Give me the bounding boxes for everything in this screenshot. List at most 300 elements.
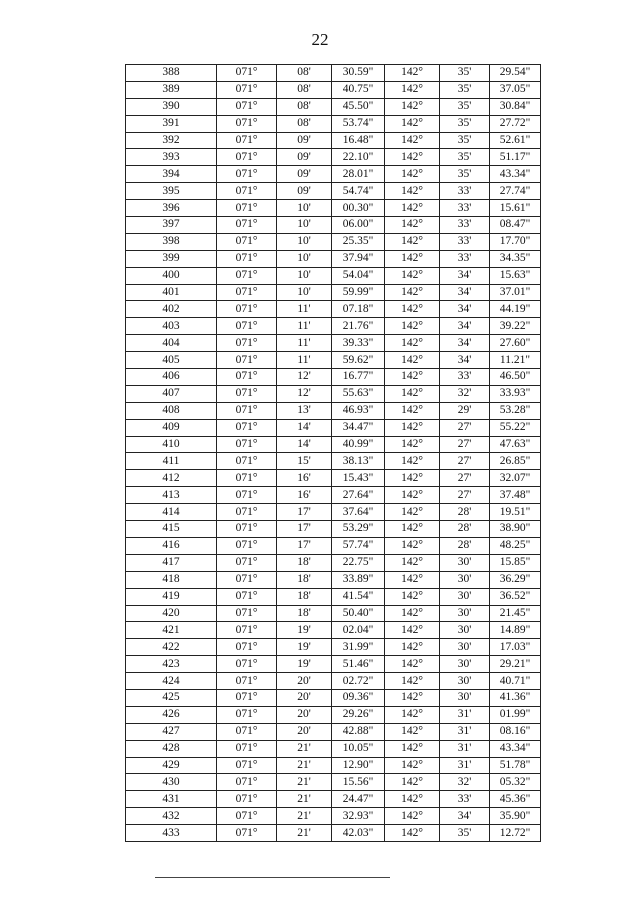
lat-minutes-cell: 20' xyxy=(277,723,332,740)
lat-seconds-cell: 46.93" xyxy=(332,402,385,419)
lat-degrees-cell: 071° xyxy=(217,723,277,740)
lat-seconds-cell: 42.88" xyxy=(332,723,385,740)
table-row xyxy=(126,217,541,234)
lat-minutes-cell: 11' xyxy=(277,318,332,335)
lat-seconds-cell: 51.46" xyxy=(332,656,385,673)
lat-minutes-cell: 10' xyxy=(277,217,332,234)
bottom-rule xyxy=(155,877,390,878)
lat-minutes-cell: 16' xyxy=(277,470,332,487)
lat-degrees-cell: 071° xyxy=(217,639,277,656)
point-number-cell: 395 xyxy=(126,183,217,200)
lon-degrees-cell: 142° xyxy=(385,605,440,622)
lat-degrees-cell: 071° xyxy=(217,487,277,504)
lat-seconds-cell: 39.33" xyxy=(332,335,385,352)
lon-minutes-cell: 30' xyxy=(440,656,490,673)
lat-minutes-cell: 09' xyxy=(277,183,332,200)
lat-minutes-cell: 17' xyxy=(277,504,332,521)
lon-minutes-cell: 28' xyxy=(440,521,490,538)
lat-degrees-cell: 071° xyxy=(217,369,277,386)
lon-seconds-cell: 29.54" xyxy=(490,65,541,82)
lon-minutes-cell: 27' xyxy=(440,470,490,487)
lat-seconds-cell: 53.74" xyxy=(332,115,385,132)
lon-seconds-cell: 12.72" xyxy=(490,825,541,842)
table-row xyxy=(126,774,541,791)
lon-seconds-cell: 51.78" xyxy=(490,757,541,774)
table-row xyxy=(126,723,541,740)
point-number-cell: 411 xyxy=(126,453,217,470)
lat-degrees-cell: 071° xyxy=(217,217,277,234)
lat-seconds-cell: 22.10" xyxy=(332,149,385,166)
lat-seconds-cell: 29.26" xyxy=(332,706,385,723)
lat-seconds-cell: 02.04" xyxy=(332,622,385,639)
lon-degrees-cell: 142° xyxy=(385,706,440,723)
point-number-cell: 396 xyxy=(126,200,217,217)
point-number-cell: 399 xyxy=(126,250,217,267)
lat-degrees-cell: 071° xyxy=(217,470,277,487)
point-number-cell: 397 xyxy=(126,217,217,234)
point-number-cell: 418 xyxy=(126,571,217,588)
lon-seconds-cell: 11.21" xyxy=(490,352,541,369)
lon-minutes-cell: 35' xyxy=(440,81,490,98)
lon-degrees-cell: 142° xyxy=(385,267,440,284)
lat-minutes-cell: 20' xyxy=(277,706,332,723)
lat-degrees-cell: 071° xyxy=(217,791,277,808)
point-number-cell: 416 xyxy=(126,537,217,554)
point-number-cell: 415 xyxy=(126,521,217,538)
point-number-cell: 430 xyxy=(126,774,217,791)
lon-minutes-cell: 34' xyxy=(440,301,490,318)
lon-seconds-cell: 27.72" xyxy=(490,115,541,132)
lat-seconds-cell: 10.05" xyxy=(332,740,385,757)
lon-seconds-cell: 40.71" xyxy=(490,673,541,690)
lat-seconds-cell: 16.77" xyxy=(332,369,385,386)
lon-degrees-cell: 142° xyxy=(385,369,440,386)
point-number-cell: 413 xyxy=(126,487,217,504)
lon-degrees-cell: 142° xyxy=(385,98,440,115)
lon-seconds-cell: 05.32" xyxy=(490,774,541,791)
lon-minutes-cell: 33' xyxy=(440,791,490,808)
lon-degrees-cell: 142° xyxy=(385,656,440,673)
lon-minutes-cell: 28' xyxy=(440,504,490,521)
lon-minutes-cell: 34' xyxy=(440,284,490,301)
table-row xyxy=(126,369,541,386)
lat-seconds-cell: 24.47" xyxy=(332,791,385,808)
lon-seconds-cell: 26.85" xyxy=(490,453,541,470)
lat-minutes-cell: 10' xyxy=(277,267,332,284)
point-number-cell: 392 xyxy=(126,132,217,149)
table-row xyxy=(126,487,541,504)
lon-minutes-cell: 33' xyxy=(440,233,490,250)
lat-minutes-cell: 10' xyxy=(277,200,332,217)
lon-seconds-cell: 15.85" xyxy=(490,554,541,571)
lat-seconds-cell: 25.35" xyxy=(332,233,385,250)
table-row xyxy=(126,639,541,656)
lat-minutes-cell: 21' xyxy=(277,740,332,757)
lat-degrees-cell: 071° xyxy=(217,504,277,521)
lon-seconds-cell: 08.16" xyxy=(490,723,541,740)
lon-degrees-cell: 142° xyxy=(385,537,440,554)
lat-minutes-cell: 09' xyxy=(277,166,332,183)
lon-seconds-cell: 14.89" xyxy=(490,622,541,639)
point-number-cell: 423 xyxy=(126,656,217,673)
lon-degrees-cell: 142° xyxy=(385,419,440,436)
table-row xyxy=(126,706,541,723)
point-number-cell: 393 xyxy=(126,149,217,166)
lat-seconds-cell: 37.94" xyxy=(332,250,385,267)
lat-degrees-cell: 071° xyxy=(217,656,277,673)
point-number-cell: 402 xyxy=(126,301,217,318)
lat-minutes-cell: 17' xyxy=(277,521,332,538)
lon-degrees-cell: 142° xyxy=(385,774,440,791)
lon-seconds-cell: 44.19" xyxy=(490,301,541,318)
lat-minutes-cell: 08' xyxy=(277,65,332,82)
lat-minutes-cell: 10' xyxy=(277,284,332,301)
point-number-cell: 404 xyxy=(126,335,217,352)
point-number-cell: 407 xyxy=(126,385,217,402)
lon-degrees-cell: 142° xyxy=(385,487,440,504)
table-row xyxy=(126,521,541,538)
lon-degrees-cell: 142° xyxy=(385,470,440,487)
lat-degrees-cell: 071° xyxy=(217,537,277,554)
lon-minutes-cell: 27' xyxy=(440,436,490,453)
lat-seconds-cell: 16.48" xyxy=(332,132,385,149)
lon-minutes-cell: 30' xyxy=(440,554,490,571)
lon-minutes-cell: 31' xyxy=(440,757,490,774)
lat-degrees-cell: 071° xyxy=(217,571,277,588)
lat-minutes-cell: 11' xyxy=(277,335,332,352)
table-row xyxy=(126,622,541,639)
lat-minutes-cell: 12' xyxy=(277,385,332,402)
table-row xyxy=(126,537,541,554)
lon-minutes-cell: 30' xyxy=(440,673,490,690)
lon-minutes-cell: 35' xyxy=(440,98,490,115)
lat-minutes-cell: 21' xyxy=(277,808,332,825)
lon-minutes-cell: 31' xyxy=(440,740,490,757)
lat-degrees-cell: 071° xyxy=(217,81,277,98)
point-number-cell: 406 xyxy=(126,369,217,386)
point-number-cell: 417 xyxy=(126,554,217,571)
lat-minutes-cell: 18' xyxy=(277,588,332,605)
lat-seconds-cell: 02.72" xyxy=(332,673,385,690)
lon-minutes-cell: 35' xyxy=(440,132,490,149)
lat-degrees-cell: 071° xyxy=(217,233,277,250)
lat-degrees-cell: 071° xyxy=(217,200,277,217)
lon-degrees-cell: 142° xyxy=(385,825,440,842)
lon-degrees-cell: 142° xyxy=(385,65,440,82)
table-row xyxy=(126,200,541,217)
point-number-cell: 414 xyxy=(126,504,217,521)
lon-minutes-cell: 27' xyxy=(440,453,490,470)
table-row xyxy=(126,436,541,453)
point-number-cell: 431 xyxy=(126,791,217,808)
lat-degrees-cell: 071° xyxy=(217,98,277,115)
lon-minutes-cell: 30' xyxy=(440,622,490,639)
lat-degrees-cell: 071° xyxy=(217,284,277,301)
table-row xyxy=(126,335,541,352)
point-number-cell: 409 xyxy=(126,419,217,436)
lon-minutes-cell: 30' xyxy=(440,605,490,622)
lon-minutes-cell: 30' xyxy=(440,571,490,588)
lat-seconds-cell: 54.74" xyxy=(332,183,385,200)
lat-seconds-cell: 38.13" xyxy=(332,453,385,470)
lat-seconds-cell: 22.75" xyxy=(332,554,385,571)
lat-degrees-cell: 071° xyxy=(217,689,277,706)
lat-degrees-cell: 071° xyxy=(217,808,277,825)
lat-seconds-cell: 59.99" xyxy=(332,284,385,301)
lon-seconds-cell: 53.28" xyxy=(490,402,541,419)
point-number-cell: 419 xyxy=(126,588,217,605)
lat-seconds-cell: 32.93" xyxy=(332,808,385,825)
lon-seconds-cell: 35.90" xyxy=(490,808,541,825)
lat-seconds-cell: 50.40" xyxy=(332,605,385,622)
lon-degrees-cell: 142° xyxy=(385,740,440,757)
lon-minutes-cell: 30' xyxy=(440,639,490,656)
table-row xyxy=(126,689,541,706)
lon-minutes-cell: 35' xyxy=(440,825,490,842)
lon-seconds-cell: 37.01" xyxy=(490,284,541,301)
table-row xyxy=(126,301,541,318)
lon-minutes-cell: 34' xyxy=(440,352,490,369)
lon-degrees-cell: 142° xyxy=(385,183,440,200)
lon-degrees-cell: 142° xyxy=(385,352,440,369)
lon-seconds-cell: 33.93" xyxy=(490,385,541,402)
lat-degrees-cell: 071° xyxy=(217,132,277,149)
lon-minutes-cell: 33' xyxy=(440,217,490,234)
lon-seconds-cell: 46.50" xyxy=(490,369,541,386)
lat-minutes-cell: 09' xyxy=(277,132,332,149)
lat-seconds-cell: 00.30" xyxy=(332,200,385,217)
point-number-cell: 400 xyxy=(126,267,217,284)
lon-degrees-cell: 142° xyxy=(385,250,440,267)
lat-minutes-cell: 20' xyxy=(277,689,332,706)
lon-degrees-cell: 142° xyxy=(385,723,440,740)
lon-seconds-cell: 41.36" xyxy=(490,689,541,706)
table-row xyxy=(126,740,541,757)
lon-seconds-cell: 34.35" xyxy=(490,250,541,267)
lon-degrees-cell: 142° xyxy=(385,81,440,98)
lat-degrees-cell: 071° xyxy=(217,706,277,723)
table-row xyxy=(126,757,541,774)
lat-minutes-cell: 21' xyxy=(277,757,332,774)
lat-degrees-cell: 071° xyxy=(217,183,277,200)
lon-seconds-cell: 48.25" xyxy=(490,537,541,554)
lat-minutes-cell: 18' xyxy=(277,571,332,588)
point-number-cell: 403 xyxy=(126,318,217,335)
lon-minutes-cell: 27' xyxy=(440,487,490,504)
lon-degrees-cell: 142° xyxy=(385,689,440,706)
lon-seconds-cell: 36.29" xyxy=(490,571,541,588)
lat-degrees-cell: 071° xyxy=(217,166,277,183)
point-number-cell: 425 xyxy=(126,689,217,706)
lon-minutes-cell: 35' xyxy=(440,65,490,82)
lon-degrees-cell: 142° xyxy=(385,284,440,301)
point-number-cell: 391 xyxy=(126,115,217,132)
lon-degrees-cell: 142° xyxy=(385,318,440,335)
table-row xyxy=(126,808,541,825)
point-number-cell: 398 xyxy=(126,233,217,250)
lat-seconds-cell: 54.04" xyxy=(332,267,385,284)
lat-minutes-cell: 10' xyxy=(277,233,332,250)
lon-degrees-cell: 142° xyxy=(385,385,440,402)
lat-minutes-cell: 20' xyxy=(277,673,332,690)
lat-minutes-cell: 21' xyxy=(277,791,332,808)
lon-degrees-cell: 142° xyxy=(385,791,440,808)
lon-minutes-cell: 33' xyxy=(440,369,490,386)
lon-minutes-cell: 33' xyxy=(440,250,490,267)
table-row xyxy=(126,318,541,335)
page-number: 22 xyxy=(311,30,329,49)
table-row xyxy=(126,183,541,200)
point-number-cell: 424 xyxy=(126,673,217,690)
lon-minutes-cell: 34' xyxy=(440,808,490,825)
point-number-cell: 420 xyxy=(126,605,217,622)
table-row xyxy=(126,149,541,166)
lat-seconds-cell: 42.03" xyxy=(332,825,385,842)
lat-degrees-cell: 071° xyxy=(217,318,277,335)
point-number-cell: 389 xyxy=(126,81,217,98)
lat-seconds-cell: 41.54" xyxy=(332,588,385,605)
lat-seconds-cell: 12.90" xyxy=(332,757,385,774)
lon-seconds-cell: 38.90" xyxy=(490,521,541,538)
lat-seconds-cell: 57.74" xyxy=(332,537,385,554)
lat-seconds-cell: 53.29" xyxy=(332,521,385,538)
lon-degrees-cell: 142° xyxy=(385,554,440,571)
lat-minutes-cell: 18' xyxy=(277,605,332,622)
lon-minutes-cell: 27' xyxy=(440,419,490,436)
lon-seconds-cell: 17.70" xyxy=(490,233,541,250)
table-row xyxy=(126,132,541,149)
table-row xyxy=(126,571,541,588)
lon-degrees-cell: 142° xyxy=(385,301,440,318)
table-row xyxy=(126,284,541,301)
lon-seconds-cell: 21.45" xyxy=(490,605,541,622)
table-row xyxy=(126,98,541,115)
lat-degrees-cell: 071° xyxy=(217,149,277,166)
lon-seconds-cell: 36.52" xyxy=(490,588,541,605)
lat-degrees-cell: 071° xyxy=(217,419,277,436)
lat-minutes-cell: 13' xyxy=(277,402,332,419)
lat-seconds-cell: 59.62" xyxy=(332,352,385,369)
lat-seconds-cell: 06.00" xyxy=(332,217,385,234)
lat-minutes-cell: 08' xyxy=(277,115,332,132)
lon-degrees-cell: 142° xyxy=(385,335,440,352)
table-row xyxy=(126,402,541,419)
table-row xyxy=(126,791,541,808)
lon-seconds-cell: 37.05" xyxy=(490,81,541,98)
lat-degrees-cell: 071° xyxy=(217,436,277,453)
lon-degrees-cell: 142° xyxy=(385,200,440,217)
lat-minutes-cell: 21' xyxy=(277,774,332,791)
lon-minutes-cell: 34' xyxy=(440,267,490,284)
lat-minutes-cell: 21' xyxy=(277,825,332,842)
lon-degrees-cell: 142° xyxy=(385,673,440,690)
table-row xyxy=(126,554,541,571)
lon-seconds-cell: 27.74" xyxy=(490,183,541,200)
point-number-cell: 405 xyxy=(126,352,217,369)
lat-minutes-cell: 09' xyxy=(277,149,332,166)
table-row xyxy=(126,81,541,98)
table-row xyxy=(126,605,541,622)
lon-degrees-cell: 142° xyxy=(385,808,440,825)
point-number-cell: 412 xyxy=(126,470,217,487)
lon-seconds-cell: 08.47" xyxy=(490,217,541,234)
point-number-cell: 421 xyxy=(126,622,217,639)
lat-seconds-cell: 37.64" xyxy=(332,504,385,521)
lat-degrees-cell: 071° xyxy=(217,267,277,284)
lon-seconds-cell: 55.22" xyxy=(490,419,541,436)
lat-seconds-cell: 28.01" xyxy=(332,166,385,183)
lat-minutes-cell: 08' xyxy=(277,98,332,115)
lon-seconds-cell: 01.99" xyxy=(490,706,541,723)
lon-degrees-cell: 142° xyxy=(385,639,440,656)
lat-seconds-cell: 34.47" xyxy=(332,419,385,436)
table-row xyxy=(126,115,541,132)
lon-seconds-cell: 27.60" xyxy=(490,335,541,352)
lon-degrees-cell: 142° xyxy=(385,233,440,250)
lat-minutes-cell: 19' xyxy=(277,622,332,639)
point-number-cell: 408 xyxy=(126,402,217,419)
table-row xyxy=(126,385,541,402)
lat-seconds-cell: 09.36" xyxy=(332,689,385,706)
lon-minutes-cell: 34' xyxy=(440,335,490,352)
lat-degrees-cell: 071° xyxy=(217,250,277,267)
lat-minutes-cell: 12' xyxy=(277,369,332,386)
lat-degrees-cell: 071° xyxy=(217,352,277,369)
lat-degrees-cell: 071° xyxy=(217,740,277,757)
lon-seconds-cell: 19.51" xyxy=(490,504,541,521)
lon-seconds-cell: 47.63" xyxy=(490,436,541,453)
point-number-cell: 422 xyxy=(126,639,217,656)
table-row xyxy=(126,825,541,842)
lon-seconds-cell: 39.22" xyxy=(490,318,541,335)
lon-minutes-cell: 34' xyxy=(440,318,490,335)
lat-degrees-cell: 071° xyxy=(217,115,277,132)
table-row xyxy=(126,673,541,690)
lat-seconds-cell: 40.75" xyxy=(332,81,385,98)
lat-degrees-cell: 071° xyxy=(217,605,277,622)
table-row xyxy=(126,504,541,521)
lat-seconds-cell: 55.63" xyxy=(332,385,385,402)
table-row xyxy=(126,267,541,284)
lon-minutes-cell: 28' xyxy=(440,537,490,554)
lon-seconds-cell: 43.34" xyxy=(490,740,541,757)
lon-degrees-cell: 142° xyxy=(385,149,440,166)
lon-seconds-cell: 32.07" xyxy=(490,470,541,487)
lat-seconds-cell: 15.43" xyxy=(332,470,385,487)
lon-seconds-cell: 15.63" xyxy=(490,267,541,284)
lat-minutes-cell: 11' xyxy=(277,352,332,369)
lat-seconds-cell: 30.59" xyxy=(332,65,385,82)
table-row xyxy=(126,588,541,605)
lon-degrees-cell: 142° xyxy=(385,504,440,521)
lon-minutes-cell: 35' xyxy=(440,166,490,183)
lon-seconds-cell: 37.48" xyxy=(490,487,541,504)
point-number-cell: 427 xyxy=(126,723,217,740)
lon-minutes-cell: 33' xyxy=(440,183,490,200)
lat-degrees-cell: 071° xyxy=(217,757,277,774)
table-row xyxy=(126,419,541,436)
lat-seconds-cell: 31.99" xyxy=(332,639,385,656)
lat-seconds-cell: 45.50" xyxy=(332,98,385,115)
table-row xyxy=(126,250,541,267)
coordinates-table-body xyxy=(126,65,541,842)
lat-seconds-cell: 40.99" xyxy=(332,436,385,453)
lon-degrees-cell: 142° xyxy=(385,402,440,419)
lon-minutes-cell: 29' xyxy=(440,402,490,419)
point-number-cell: 410 xyxy=(126,436,217,453)
lat-degrees-cell: 071° xyxy=(217,554,277,571)
lat-seconds-cell: 07.18" xyxy=(332,301,385,318)
